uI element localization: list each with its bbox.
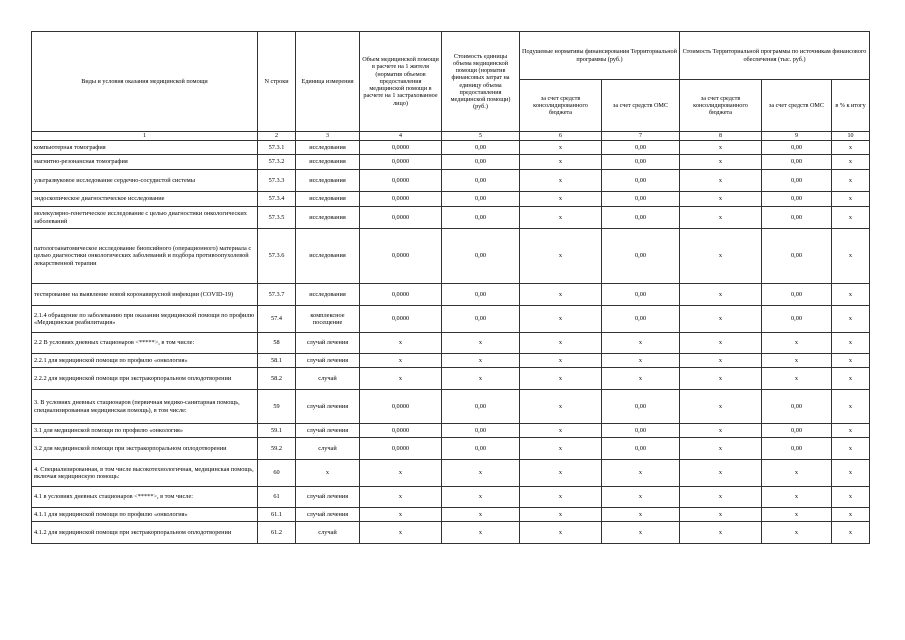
per-capita-budget: x bbox=[520, 141, 602, 155]
volume: 0,0000 bbox=[360, 229, 442, 284]
unit: x bbox=[296, 460, 360, 487]
table-row bbox=[32, 333, 870, 354]
unit: исследования bbox=[296, 141, 360, 155]
column-number: 6 bbox=[520, 132, 602, 141]
column-number: 1 bbox=[32, 132, 258, 141]
cost-oms: 0,00 bbox=[762, 229, 832, 284]
volume: 0,0000 bbox=[360, 155, 442, 170]
per-capita-budget: x bbox=[520, 333, 602, 354]
volume: 0,0000 bbox=[360, 284, 442, 306]
column-number: 8 bbox=[680, 132, 762, 141]
row-label: 4.1.2 для медицинской помощи при экстракорпоральном оплодотворении bbox=[32, 522, 258, 544]
cost-percent: x bbox=[832, 460, 870, 487]
table-row bbox=[32, 424, 870, 438]
row-label: тестирование на выявление новой коронавирусной инфекции (COVID-19) bbox=[32, 284, 258, 306]
per-capita-budget: x bbox=[520, 170, 602, 192]
row-number: 57.4 bbox=[258, 306, 296, 333]
volume: 0,0000 bbox=[360, 390, 442, 424]
cost-percent: x bbox=[832, 229, 870, 284]
row-number: 57.3.3 bbox=[258, 170, 296, 192]
unit-cost: 0,00 bbox=[442, 155, 520, 170]
cost-percent: x bbox=[832, 155, 870, 170]
volume: x bbox=[360, 487, 442, 508]
table-row bbox=[32, 141, 870, 155]
cost-oms: 0,00 bbox=[762, 284, 832, 306]
unit: исследования bbox=[296, 229, 360, 284]
row-label: 4.1 в условиях дневных стационаров <*****>, в том числе: bbox=[32, 487, 258, 508]
row-label: молекулярно-генетическое исследование с целью диагностики онкологических заболеваний bbox=[32, 207, 258, 229]
header-group-per-capita: Подушевые нормативы финансирования Территориальной программы (руб.) bbox=[520, 32, 680, 80]
cost-percent: x bbox=[832, 368, 870, 390]
table-row bbox=[32, 207, 870, 229]
row-label: эндоскопическое диагностическое исследование bbox=[32, 192, 258, 207]
per-capita-oms: 0,00 bbox=[602, 207, 680, 229]
table-row bbox=[32, 368, 870, 390]
per-capita-budget: x bbox=[520, 487, 602, 508]
unit: случай bbox=[296, 438, 360, 460]
volume: 0,0000 bbox=[360, 170, 442, 192]
row-number: 57.3.7 bbox=[258, 284, 296, 306]
cost-oms: 0,00 bbox=[762, 306, 832, 333]
cost-oms: x bbox=[762, 487, 832, 508]
header-col-10: в % к итогу bbox=[832, 80, 870, 132]
per-capita-budget: x bbox=[520, 207, 602, 229]
unit: случай лечения bbox=[296, 390, 360, 424]
unit-cost: 0,00 bbox=[442, 424, 520, 438]
cost-oms: x bbox=[762, 508, 832, 522]
row-label: 3. В условиях дневных стационаров (первичная медико-санитарная помощь, специализированная медицинская помощь), в том числе: bbox=[32, 390, 258, 424]
table-row bbox=[32, 508, 870, 522]
cost-percent: x bbox=[832, 192, 870, 207]
row-label: 4.1.1 для медицинской помощи по профилю «онкология» bbox=[32, 508, 258, 522]
cost-oms: x bbox=[762, 368, 832, 390]
per-capita-oms: 0,00 bbox=[602, 390, 680, 424]
header-col-2: N строки bbox=[258, 32, 296, 132]
cost-oms: x bbox=[762, 522, 832, 544]
header-col-4: Объем медицинской помощи в расчете на 1 жителя (норматив объемов предоставления медицинской помощи в расчете на 1 застрахованное лицо) bbox=[360, 32, 442, 132]
unit-cost: x bbox=[442, 522, 520, 544]
volume: x bbox=[360, 460, 442, 487]
per-capita-oms: 0,00 bbox=[602, 424, 680, 438]
unit-cost: 0,00 bbox=[442, 141, 520, 155]
cost-percent: x bbox=[832, 508, 870, 522]
per-capita-budget: x bbox=[520, 306, 602, 333]
unit-cost: 0,00 bbox=[442, 306, 520, 333]
row-label: 2.2 В условиях дневных стационаров <*****>, в том числе: bbox=[32, 333, 258, 354]
cost-percent: x bbox=[832, 141, 870, 155]
table-row bbox=[32, 155, 870, 170]
unit: случай лечения bbox=[296, 508, 360, 522]
column-number: 5 bbox=[442, 132, 520, 141]
cost-percent: x bbox=[832, 354, 870, 368]
unit: случай лечения bbox=[296, 354, 360, 368]
per-capita-budget: x bbox=[520, 354, 602, 368]
header-col-6: за счет средств консолидированного бюджета bbox=[520, 80, 602, 132]
column-number: 4 bbox=[360, 132, 442, 141]
cost-oms: 0,00 bbox=[762, 170, 832, 192]
cost-percent: x bbox=[832, 487, 870, 508]
cost-budget: x bbox=[680, 487, 762, 508]
row-number: 61.2 bbox=[258, 522, 296, 544]
cost-oms: x bbox=[762, 354, 832, 368]
cost-oms: 0,00 bbox=[762, 207, 832, 229]
per-capita-oms: 0,00 bbox=[602, 306, 680, 333]
row-label: 4. Специализированная, в том числе высокотехнологичная, медицинская помощь, включая медицинскую помощь: bbox=[32, 460, 258, 487]
volume: x bbox=[360, 508, 442, 522]
cost-budget: x bbox=[680, 141, 762, 155]
cost-percent: x bbox=[832, 207, 870, 229]
cost-percent: x bbox=[832, 170, 870, 192]
unit-cost: 0,00 bbox=[442, 284, 520, 306]
cost-percent: x bbox=[832, 306, 870, 333]
row-label: 3.1 для медицинской помощи по профилю «онкология» bbox=[32, 424, 258, 438]
cost-budget: x bbox=[680, 508, 762, 522]
per-capita-budget: x bbox=[520, 460, 602, 487]
per-capita-budget: x bbox=[520, 390, 602, 424]
cost-budget: x bbox=[680, 368, 762, 390]
per-capita-oms: 0,00 bbox=[602, 192, 680, 207]
cost-budget: x bbox=[680, 460, 762, 487]
unit-cost: x bbox=[442, 460, 520, 487]
unit: комплексное посещение bbox=[296, 306, 360, 333]
cost-percent: x bbox=[832, 522, 870, 544]
per-capita-oms: x bbox=[602, 460, 680, 487]
per-capita-budget: x bbox=[520, 155, 602, 170]
per-capita-oms: x bbox=[602, 508, 680, 522]
row-number: 59.2 bbox=[258, 438, 296, 460]
unit: случай лечения bbox=[296, 333, 360, 354]
unit: исследования bbox=[296, 170, 360, 192]
row-number: 57.3.1 bbox=[258, 141, 296, 155]
per-capita-budget: x bbox=[520, 508, 602, 522]
per-capita-oms: 0,00 bbox=[602, 284, 680, 306]
row-number: 58.2 bbox=[258, 368, 296, 390]
volume: x bbox=[360, 354, 442, 368]
table-row bbox=[32, 229, 870, 284]
row-label: компьютерная томография bbox=[32, 141, 258, 155]
row-label: 3.2 для медицинской помощи при экстракорпоральном оплодотворении bbox=[32, 438, 258, 460]
table-row bbox=[32, 390, 870, 424]
volume: 0,0000 bbox=[360, 141, 442, 155]
table-row bbox=[32, 306, 870, 333]
row-label: 2.1.4 обращение по заболеванию при оказании медицинской помощи по профилю «Медицинская реабилитация» bbox=[32, 306, 258, 333]
header-group-cost: Стоимость Территориальной программы по источникам финансового обеспечения (тыс. руб.) bbox=[680, 32, 870, 80]
cost-budget: x bbox=[680, 522, 762, 544]
table-row bbox=[32, 284, 870, 306]
unit-cost: x bbox=[442, 508, 520, 522]
cost-budget: x bbox=[680, 229, 762, 284]
row-label: 2.2.1 для медицинской помощи по профилю «онкология» bbox=[32, 354, 258, 368]
unit-cost: 0,00 bbox=[442, 229, 520, 284]
header-row bbox=[32, 32, 870, 80]
unit: случай bbox=[296, 522, 360, 544]
header-col-8: за счет средств консолидированного бюджета bbox=[680, 80, 762, 132]
cost-percent: x bbox=[832, 424, 870, 438]
cost-oms: 0,00 bbox=[762, 141, 832, 155]
cost-percent: x bbox=[832, 438, 870, 460]
per-capita-oms: 0,00 bbox=[602, 155, 680, 170]
volume: 0,0000 bbox=[360, 192, 442, 207]
volume: 0,0000 bbox=[360, 424, 442, 438]
volume: 0,0000 bbox=[360, 438, 442, 460]
column-number: 9 bbox=[762, 132, 832, 141]
per-capita-budget: x bbox=[520, 424, 602, 438]
unit: случай bbox=[296, 368, 360, 390]
unit: исследования bbox=[296, 192, 360, 207]
unit: случай лечения bbox=[296, 487, 360, 508]
row-number: 59.1 bbox=[258, 424, 296, 438]
cost-oms: 0,00 bbox=[762, 155, 832, 170]
row-label: магнитно-резонансная томография bbox=[32, 155, 258, 170]
table-row bbox=[32, 170, 870, 192]
per-capita-budget: x bbox=[520, 192, 602, 207]
unit: исследования bbox=[296, 284, 360, 306]
cost-oms: x bbox=[762, 333, 832, 354]
per-capita-oms: x bbox=[602, 368, 680, 390]
volume: x bbox=[360, 368, 442, 390]
cost-percent: x bbox=[832, 390, 870, 424]
column-number: 7 bbox=[602, 132, 680, 141]
per-capita-oms: 0,00 bbox=[602, 438, 680, 460]
row-number: 57.3.6 bbox=[258, 229, 296, 284]
row-number: 57.3.4 bbox=[258, 192, 296, 207]
cost-oms: x bbox=[762, 460, 832, 487]
table-row bbox=[32, 460, 870, 487]
unit-cost: 0,00 bbox=[442, 438, 520, 460]
volume: 0,0000 bbox=[360, 207, 442, 229]
per-capita-oms: 0,00 bbox=[602, 229, 680, 284]
unit-cost: x bbox=[442, 354, 520, 368]
row-number: 60 bbox=[258, 460, 296, 487]
cost-budget: x bbox=[680, 192, 762, 207]
row-number: 61 bbox=[258, 487, 296, 508]
per-capita-oms: x bbox=[602, 487, 680, 508]
table-row bbox=[32, 354, 870, 368]
unit-cost: 0,00 bbox=[442, 192, 520, 207]
unit: исследования bbox=[296, 155, 360, 170]
cost-oms: 0,00 bbox=[762, 192, 832, 207]
per-capita-budget: x bbox=[520, 438, 602, 460]
row-number: 61.1 bbox=[258, 508, 296, 522]
per-capita-oms: 0,00 bbox=[602, 141, 680, 155]
per-capita-oms: x bbox=[602, 354, 680, 368]
per-capita-budget: x bbox=[520, 522, 602, 544]
cost-budget: x bbox=[680, 170, 762, 192]
volume: x bbox=[360, 333, 442, 354]
per-capita-oms: x bbox=[602, 522, 680, 544]
table-row bbox=[32, 192, 870, 207]
header-col-1: Виды и условия оказания медицинской помощи bbox=[32, 32, 258, 132]
cost-budget: x bbox=[680, 284, 762, 306]
cost-budget: x bbox=[680, 424, 762, 438]
per-capita-budget: x bbox=[520, 368, 602, 390]
unit-cost: 0,00 bbox=[442, 207, 520, 229]
cost-oms: 0,00 bbox=[762, 390, 832, 424]
cost-budget: x bbox=[680, 155, 762, 170]
volume: 0,0000 bbox=[360, 306, 442, 333]
row-number: 59 bbox=[258, 390, 296, 424]
cost-percent: x bbox=[832, 284, 870, 306]
volume: x bbox=[360, 522, 442, 544]
unit: исследования bbox=[296, 207, 360, 229]
unit-cost: 0,00 bbox=[442, 170, 520, 192]
table-row bbox=[32, 438, 870, 460]
cost-oms: 0,00 bbox=[762, 424, 832, 438]
unit-cost: x bbox=[442, 333, 520, 354]
table-row bbox=[32, 522, 870, 544]
cost-budget: x bbox=[680, 354, 762, 368]
unit-cost: x bbox=[442, 368, 520, 390]
cost-budget: x bbox=[680, 207, 762, 229]
cost-oms: 0,00 bbox=[762, 438, 832, 460]
header-col-3: Единица измерения bbox=[296, 32, 360, 132]
row-label: патологоанатомическое исследование биопсийного (операционного) материала с целью диагностики онкологических заболеваний и подбора противоопухолевой лекарственной терапии bbox=[32, 229, 258, 284]
financing-table bbox=[31, 31, 870, 544]
cost-budget: x bbox=[680, 306, 762, 333]
column-number: 3 bbox=[296, 132, 360, 141]
row-number: 57.3.2 bbox=[258, 155, 296, 170]
cost-budget: x bbox=[680, 390, 762, 424]
per-capita-oms: 0,00 bbox=[602, 170, 680, 192]
header-col-9: за счет средств ОМС bbox=[762, 80, 832, 132]
table-row bbox=[32, 487, 870, 508]
per-capita-budget: x bbox=[520, 284, 602, 306]
row-number: 58 bbox=[258, 333, 296, 354]
cost-budget: x bbox=[680, 438, 762, 460]
cost-percent: x bbox=[832, 333, 870, 354]
header-col-5: Стоимость единицы объема медицинской помощи (норматив финансовых затрат на единицу объема предоставления медицинской помощи) (руб.) bbox=[442, 32, 520, 132]
unit-cost: 0,00 bbox=[442, 390, 520, 424]
column-number-row bbox=[32, 132, 870, 141]
unit-cost: x bbox=[442, 487, 520, 508]
row-number: 58.1 bbox=[258, 354, 296, 368]
row-number: 57.3.5 bbox=[258, 207, 296, 229]
row-label: ультразвуковое исследование сердечно-сосудистой системы bbox=[32, 170, 258, 192]
per-capita-budget: x bbox=[520, 229, 602, 284]
unit: случай лечения bbox=[296, 424, 360, 438]
column-number: 2 bbox=[258, 132, 296, 141]
cost-budget: x bbox=[680, 333, 762, 354]
row-label: 2.2.2 для медицинской помощи при экстракорпоральном оплодотворении bbox=[32, 368, 258, 390]
header-col-7: за счет средств ОМС bbox=[602, 80, 680, 132]
column-number: 10 bbox=[832, 132, 870, 141]
per-capita-oms: x bbox=[602, 333, 680, 354]
